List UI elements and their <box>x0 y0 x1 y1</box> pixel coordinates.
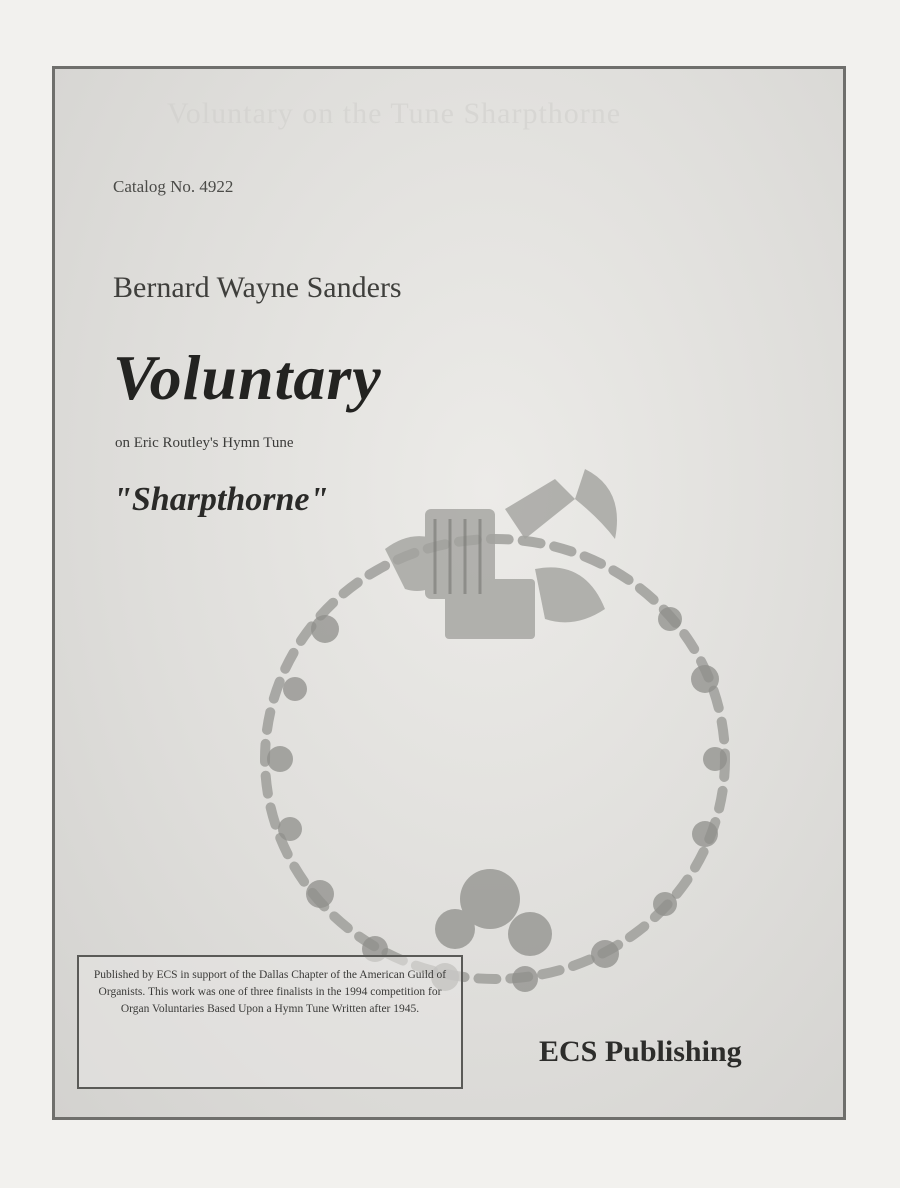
publication-notice: Published by ECS in support of the Dallas Chapter of the American Guild of Organists. This work was one of three finalists in the 1994 competition for Organ Voluntaries Based Upon a Hymn Tune Written after 1945. <box>77 955 463 1089</box>
catalog-number: Catalog No. 4922 <box>113 177 234 196</box>
title: Voluntary <box>113 342 382 413</box>
bleed-through-text: Voluntary on the Tune Sharpthorne <box>167 97 622 130</box>
publisher-name: ECS Publishing <box>539 1035 742 1068</box>
subtitle: on Eric Routley's Hymn Tune <box>115 435 294 451</box>
cover-page <box>52 66 846 1120</box>
composer-name: Bernard Wayne Sanders <box>113 271 402 304</box>
tune-name: "Sharpthorne" <box>113 481 329 518</box>
